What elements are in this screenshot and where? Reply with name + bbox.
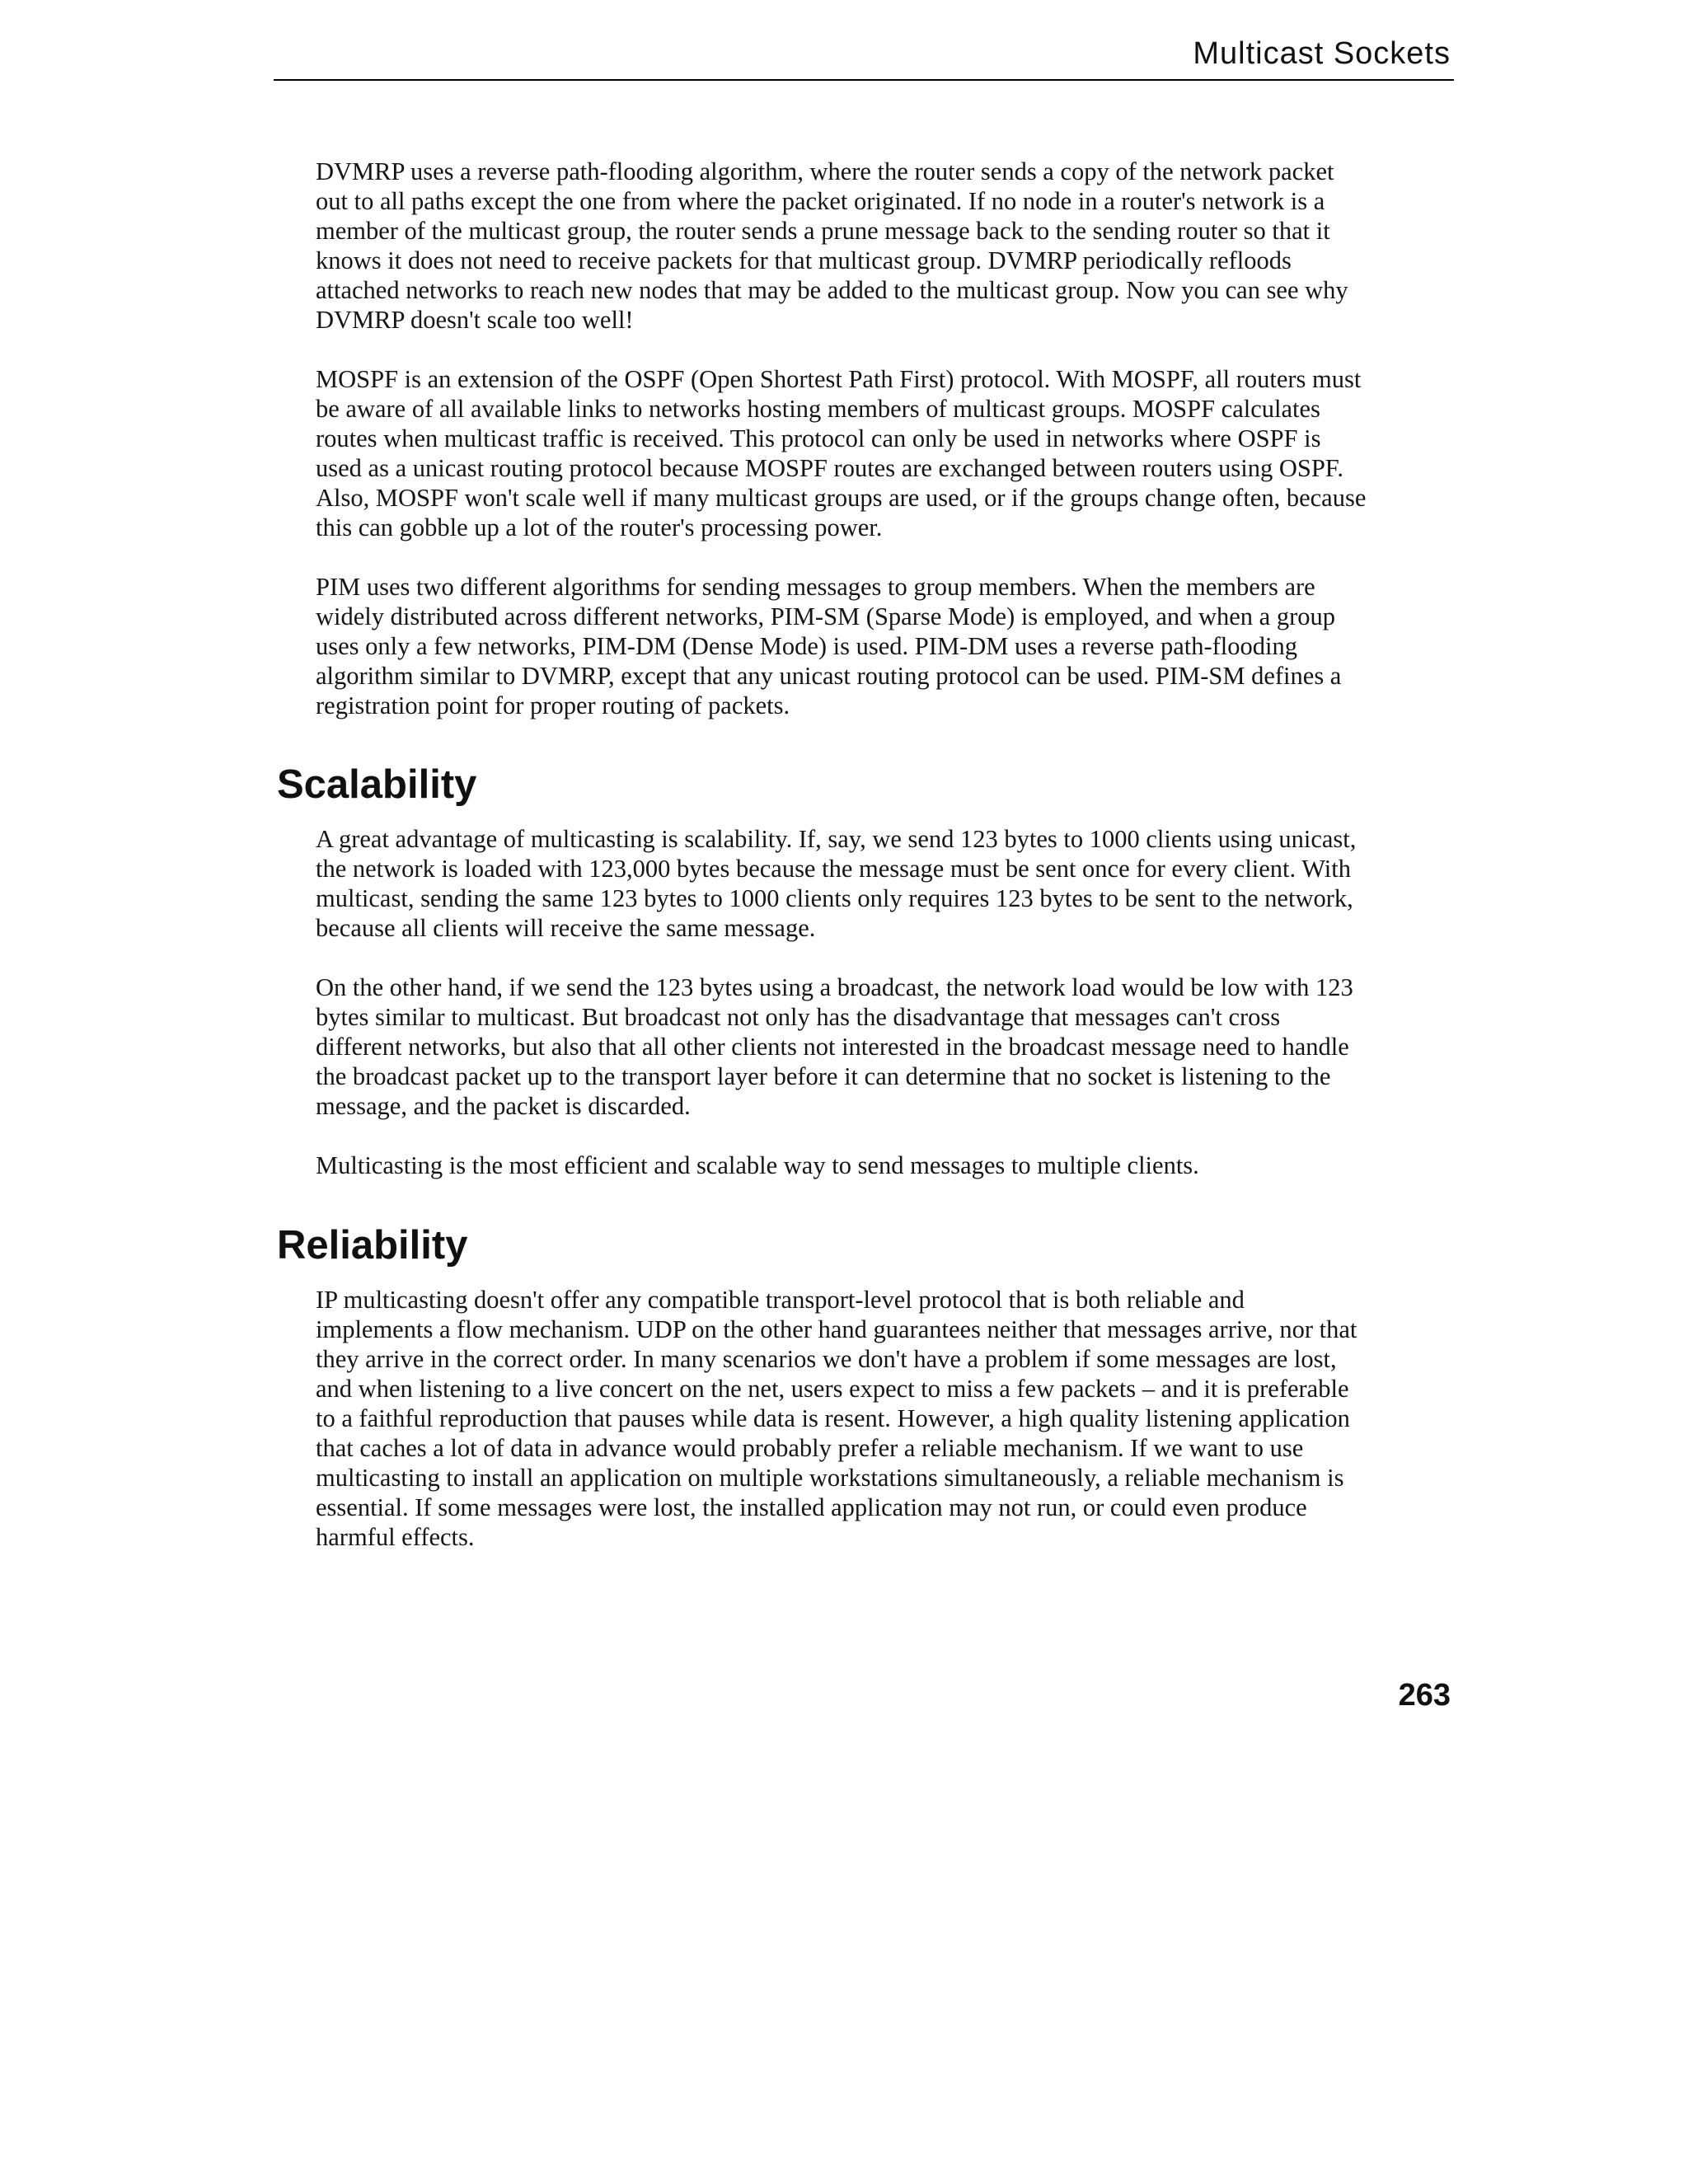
paragraph-pim [316,572,1470,720]
line: bytes similar to multicast. But broadcast not only has the disadvantage that messages can't cross [316,1003,1281,1031]
paragraph-scalability-3 [316,1151,1470,1180]
line: harmful effects. [316,1523,475,1551]
line: Also, MOSPF won't scale well if many multicast groups are used, or if the groups change often, because [316,484,1367,512]
line: multicasting to install an application on multiple workstations simultaneously, a reliable mechanism is [316,1464,1344,1492]
line: message, and the packet is discarded. [316,1092,691,1120]
line: the network is loaded with 123,000 bytes because the message must be sent once for every client. With [316,855,1351,883]
line: the broadcast packet up to the transport layer before it can determine that no socket is listening to the [316,1062,1331,1090]
line: essential. If some messages were lost, the installed application may not run, or could even produce [316,1493,1307,1521]
page-number: 263 [1398,1678,1451,1713]
line: be aware of all available links to networks hosting members of multicast groups. MOSPF calculates [316,395,1320,423]
line: algorithm similar to DVMRP, except that any unicast routing protocol can be used. PIM-SM defines a [316,662,1342,690]
paragraph-mospf [316,364,1470,542]
line: DVMRP doesn't scale too well! [316,306,634,334]
line: IP multicasting doesn't offer any compatible transport-level protocol that is both reliable and [316,1286,1245,1314]
line: that caches a lot of data in advance would probably prefer a reliable mechanism. If we want to use [316,1434,1304,1462]
line: to a faithful reproduction that pauses while data is resent. However, a high quality listening application [316,1404,1350,1432]
line: Multicasting is the most efficient and scalable way to send messages to multiple clients. [316,1151,1199,1179]
line: MOSPF is an extension of the OSPF (Open Shortest Path First) protocol. With MOSPF, all routers must [316,365,1362,393]
line: widely distributed across different networks, PIM-SM (Sparse Mode) is employed, and when a group [316,602,1335,630]
paragraph-scalability-1 [316,824,1470,943]
paragraph-reliability-1 [316,1285,1470,1552]
line: registration point for proper routing of packets. [316,691,790,719]
line: different networks, but also that all other clients not interested in the broadcast message need to handle [316,1033,1349,1061]
paragraph-scalability-2 [316,972,1470,1121]
line: knows it does not need to receive packets for that multicast group. DVMRP periodically refloods [316,246,1292,274]
line: they arrive in the correct order. In many scenarios we don't have a problem if some messages are lost, [316,1345,1337,1373]
line: attached networks to reach new nodes that may be added to the multicast group. Now you can see why [316,276,1348,304]
line: used as a unicast routing protocol because MOSPF routes are exchanged between routers using OSPF. [316,454,1343,482]
line: uses only a few networks, PIM-DM (Dense Mode) is used. PIM-DM uses a reverse path-flooding [316,632,1297,660]
header-rule [274,79,1454,81]
line: multicast, sending the same 123 bytes to 1000 clients only requires 123 bytes to be sent to the network, [316,884,1353,912]
line: PIM uses two different algorithms for sending messages to group members. When the members are [316,573,1315,601]
paragraph-dvmrp [316,157,1470,335]
line: DVMRP uses a reverse path-flooding algorithm, where the router sends a copy of the network packet [316,157,1334,185]
line: A great advantage of multicasting is scalability. If, say, we send 123 bytes to 1000 clients using unicast, [316,825,1357,853]
section-heading-scalability: Scalability [277,762,477,807]
line: and when listening to a live concert on the net, users expect to miss a few packets – and it is preferable [316,1375,1349,1403]
section-heading-reliability: Reliability [277,1223,468,1268]
line: member of the multicast group, the router sends a prune message back to the sending router so that it [316,217,1330,245]
line: routes when multicast traffic is received. This protocol can only be used in networks where OSPF is [316,424,1321,452]
running-header-title: Multicast Sockets [1193,36,1451,71]
line: out to all paths except the one from where the packet originated. If no node in a router's network is a [316,187,1325,215]
line: implements a flow mechanism. UDP on the other hand guarantees neither that messages arrive, nor that [316,1315,1357,1343]
line: this can gobble up a lot of the router's processing power. [316,513,883,541]
line: On the other hand, if we send the 123 bytes using a broadcast, the network load would be low with 123 [316,973,1353,1001]
line: because all clients will receive the same message. [316,914,816,942]
